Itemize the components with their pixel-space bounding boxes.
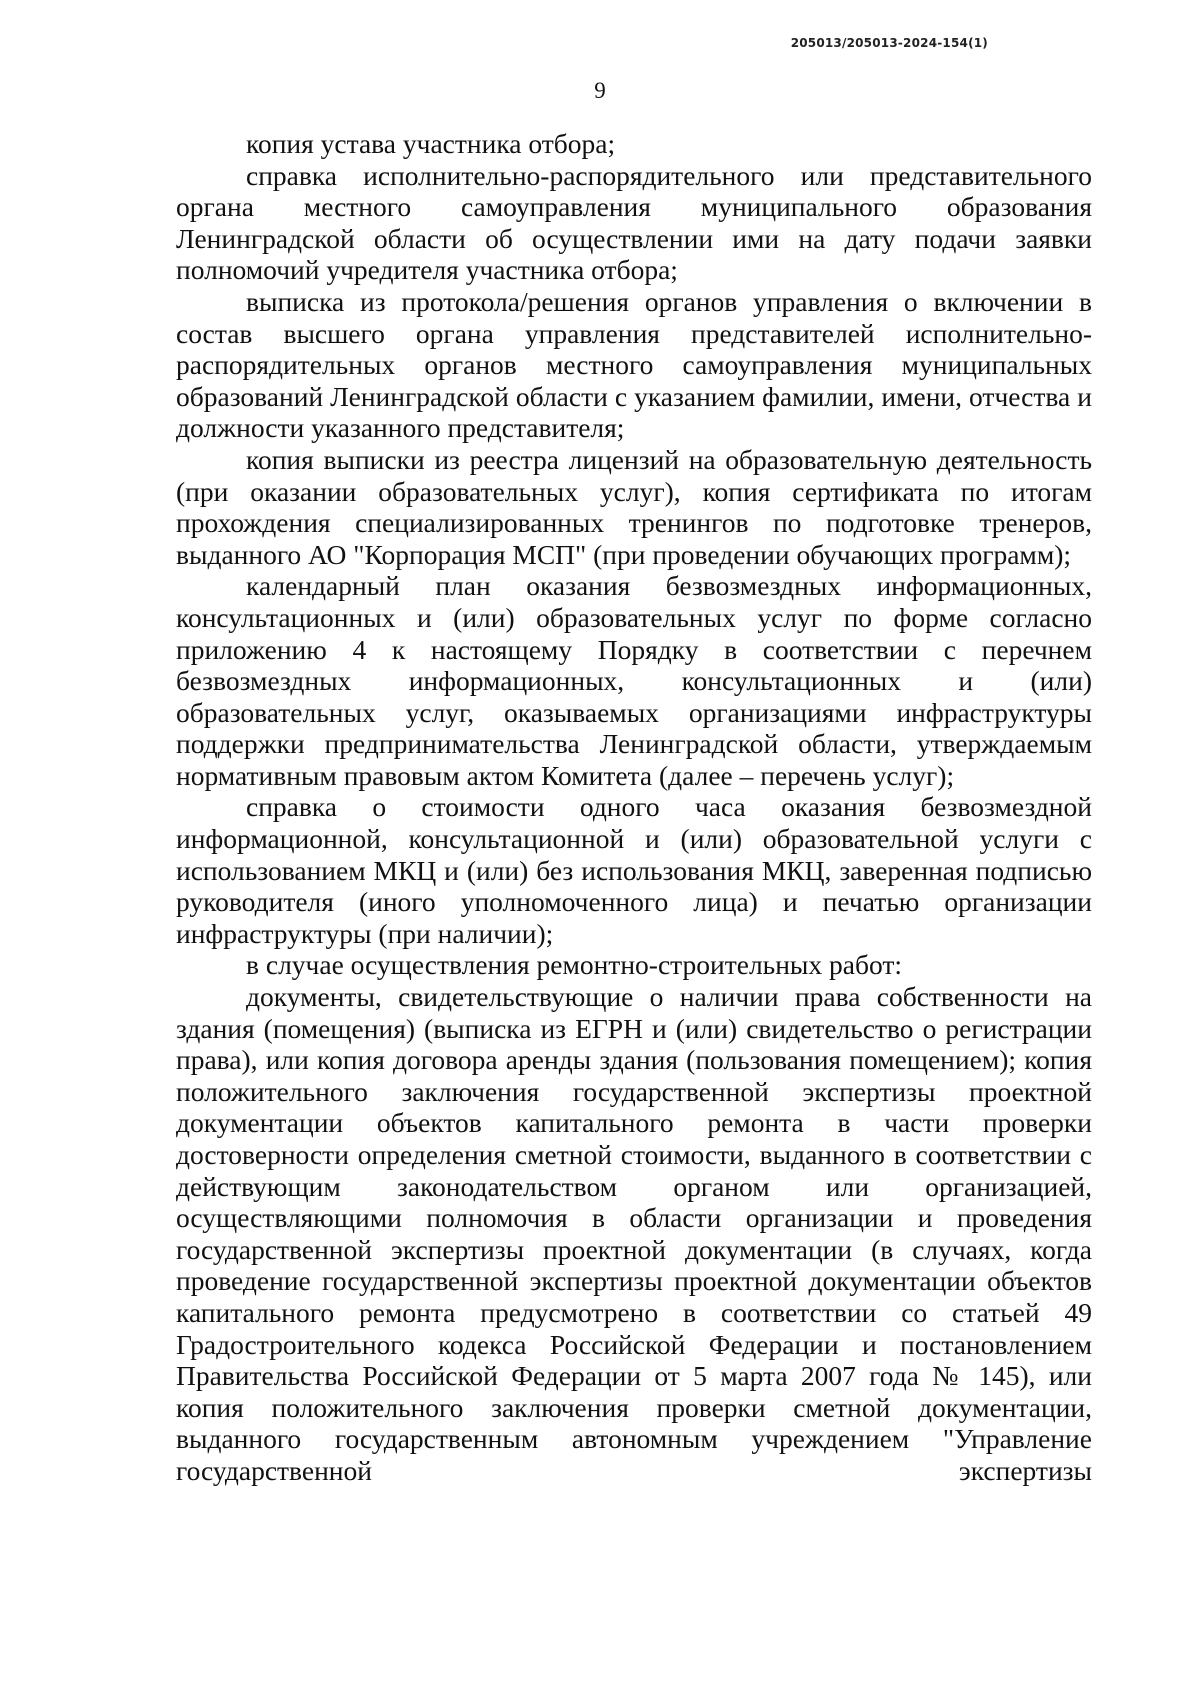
paragraph-protocol-extract: выписка из протокола/решения органов управления о включении в состав высшего органа управления представителей исполнительно-распорядительных органов местного самоуправления муниципальных образований Ленинградской области с указанием фамилии, имени, отчества и должности указанного представителя; — [176, 285, 1092, 444]
paragraph-license-copy: копия выписки из реестра лицензий на образовательную деятельность (при оказании образовательных услуг), копия сертификата по итогам прохождения специализированных тренингов по подготовке тренеров, выданного АО "Корпорация МСП" (при проведении обучающих программ); — [176, 443, 1092, 570]
page-number: 9 — [594, 78, 606, 103]
paragraph-local-government-certificate: справка исполнительно-распорядительного или представительного органа местного самоуправления муниципального образования Ленинградской области об осуществлении ими на дату подачи заявки полномочий учредителя участника отбора; — [176, 159, 1092, 286]
paragraph-ownership-documents: документы, свидетельствующие о наличии права собственности на здания (помещения) (выписка из ЕГРН и (или) свидетельство о регистрации права), или копия договора аренды здания (пользования помещением); копия положительного заключения государственной экспертизы проектной документации объектов капитального ремонта в части проверки достоверности определения сметной стоимости, выданного в соответствии с действующим законодательством органом или организацией, осуществляющими полномочия в области организации и проведения государственной экспертизы проектной документации (в случаях, когда проведение государственной экспертизы проектной документации объектов капитального ремонта предусмотрено в соответствии со статьей 49 Градостроительного кодекса Российской Федерации и постановлением Правительства Российской Федерации от 5 марта 2007 года № 145), или копия положительного заключения проверки сметной документации, выданного государственным автономным учреждением "Управление государственной экспертизы — [176, 981, 1092, 1486]
document-id: 205013/205013-2024-154(1) — [790, 36, 988, 50]
paragraph-calendar-plan: календарный план оказания безвозмездных информационных, консультационных и (или) образовательных услуг по форме согласно приложению 4 к настоящему Порядку в соответствии с перечнем безвозмездных информационных, консультационных и (или) образовательных услуг, оказываемых организациями инфраструктуры поддержки предпринимательства Ленинградской области, утверждаемым нормативным правовым актом Комитета (далее – перечень услуг); — [176, 570, 1092, 791]
paragraph-repair-works-heading: в случае осуществления ремонтно-строительных работ: — [246, 949, 903, 981]
paragraph-hour-cost-certificate: справка о стоимости одного часа оказания безвозмездной информационной, консультационной и (или) образовательной услуги с использованием МКЦ и (или) без использования МКЦ, заверенная подписью руководителя (иного уполномоченного лица) и печатью организации инфраструктуры (при наличии); — [176, 791, 1092, 949]
document-body — [176, 128, 1092, 1487]
paragraph-charter-copy: копия устава участника отбора; — [246, 128, 616, 159]
